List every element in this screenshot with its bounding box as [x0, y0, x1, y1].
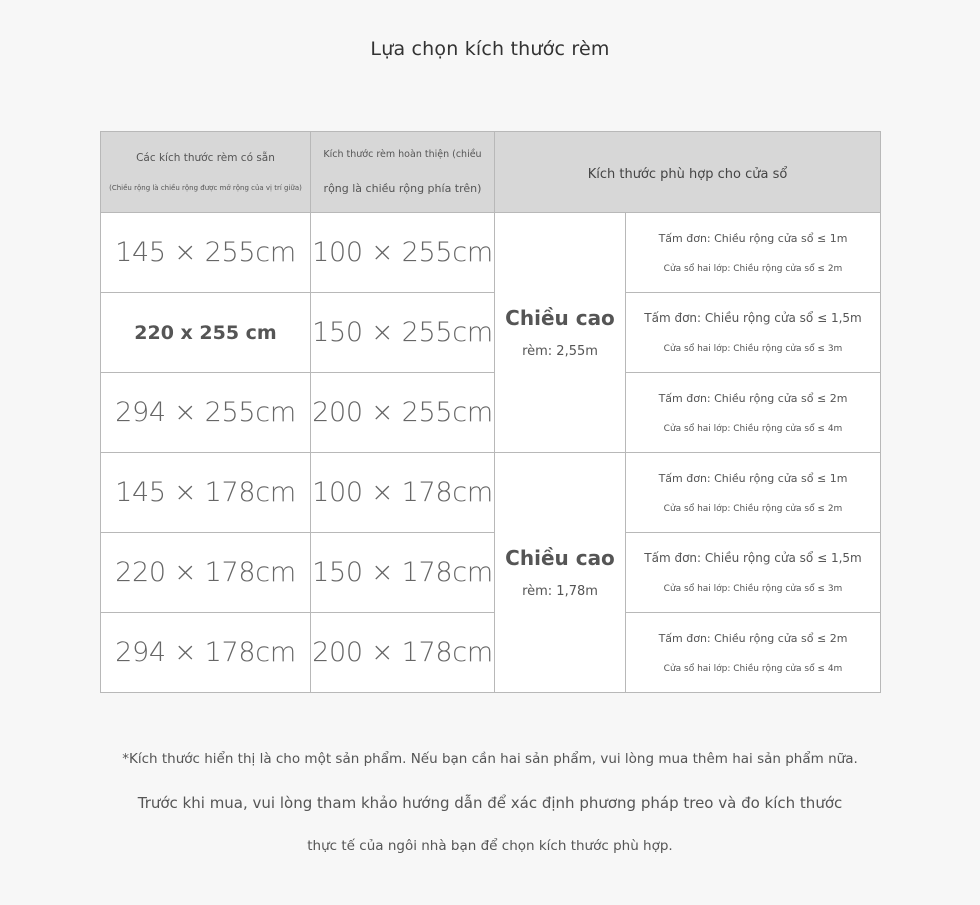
double-panel-fit: Cửa sổ hai lớp: Chiều rộng cửa sổ ≤ 4m	[663, 663, 843, 674]
table-row	[101, 453, 881, 533]
note-measure-guide: Trước khi mua, vui lòng tham khảo hướng dẫn để xác định phương pháp treo và đo kích thước	[137, 794, 843, 812]
table-row	[101, 213, 881, 293]
curtain-height-cell	[495, 213, 626, 453]
single-panel-fit: Tấm đơn: Chiều rộng cửa sổ ≤ 1,5m	[644, 311, 862, 325]
double-panel-fit: Cửa sổ hai lớp: Chiều rộng cửa sổ ≤ 3m	[663, 344, 843, 354]
finished-size-cell: 150 × 178cm	[311, 533, 495, 613]
finished-size-cell: 150 × 255cm	[311, 293, 495, 373]
size-table	[100, 131, 881, 693]
window-fit-cell	[626, 453, 881, 533]
finished-size-cell: 200 × 178cm	[311, 613, 495, 693]
header-available-main: Các kích thước rèm có sẵn	[136, 152, 275, 164]
available-size-cell: 220 x 255 cm	[101, 293, 311, 373]
header-finished-sizes	[311, 132, 495, 213]
height-value: rèm: 2,55m	[522, 344, 598, 359]
double-panel-fit: Cửa sổ hai lớp: Chiều rộng cửa sổ ≤ 3m	[663, 584, 843, 594]
curtain-height-cell	[495, 453, 626, 693]
table-row	[101, 373, 881, 453]
available-size-cell: 145 × 178cm	[101, 453, 311, 533]
double-panel-fit: Cửa sổ hai lớp: Chiều rộng cửa sổ ≤ 2m	[663, 503, 843, 514]
header-available-sizes	[101, 132, 311, 213]
available-size-cell: 294 × 255cm	[101, 373, 311, 453]
single-panel-fit: Tấm đơn: Chiều rộng cửa sổ ≤ 1m	[658, 471, 848, 485]
available-size-cell: 220 × 178cm	[101, 533, 311, 613]
header-finished-line1: Kích thước rèm hoàn thiện (chiều	[323, 149, 482, 160]
finished-size-cell: 100 × 255cm	[311, 213, 495, 293]
single-panel-fit: Tấm đơn: Chiều rộng cửa sổ ≤ 2m	[658, 631, 848, 645]
header-finished-line2: rộng là chiều rộng phía trên)	[323, 182, 482, 195]
note-single-product: *Kích thước hiển thị là cho một sản phẩm. Nếu bạn cần hai sản phẩm, vui lòng mua thêm hai sản phẩm nữa.	[122, 751, 858, 767]
available-size-cell: 294 × 178cm	[101, 613, 311, 693]
header-available-sub: (Chiều rộng là chiều rộng được mở rộng của vị trí giữa)	[109, 184, 302, 192]
height-label: Chiều cao	[505, 306, 615, 330]
table-row	[101, 293, 881, 373]
height-value: rèm: 1,78m	[522, 584, 598, 599]
window-fit-cell	[626, 613, 881, 693]
header-window-label: Kích thước phù hợp cho cửa sổ	[587, 166, 788, 182]
page-title: Lựa chọn kích thước rèm	[370, 38, 610, 60]
window-fit-cell	[626, 293, 881, 373]
table-row	[101, 533, 881, 613]
height-label: Chiều cao	[505, 546, 615, 570]
finished-size-cell: 100 × 178cm	[311, 453, 495, 533]
window-fit-cell	[626, 373, 881, 453]
double-panel-fit: Cửa sổ hai lớp: Chiều rộng cửa sổ ≤ 4m	[663, 423, 843, 434]
single-panel-fit: Tấm đơn: Chiều rộng cửa sổ ≤ 2m	[658, 391, 848, 405]
table-header-row	[101, 132, 881, 213]
window-fit-cell	[626, 533, 881, 613]
note-choose-size: thực tế của ngôi nhà bạn để chọn kích thước phù hợp.	[307, 838, 673, 854]
double-panel-fit: Cửa sổ hai lớp: Chiều rộng cửa sổ ≤ 2m	[663, 263, 843, 274]
single-panel-fit: Tấm đơn: Chiều rộng cửa sổ ≤ 1m	[658, 231, 848, 245]
finished-size-cell: 200 × 255cm	[311, 373, 495, 453]
table-row	[101, 613, 881, 693]
single-panel-fit: Tấm đơn: Chiều rộng cửa sổ ≤ 1,5m	[644, 551, 862, 565]
header-window-fit	[495, 132, 881, 213]
window-fit-cell	[626, 213, 881, 293]
available-size-cell: 145 × 255cm	[101, 213, 311, 293]
